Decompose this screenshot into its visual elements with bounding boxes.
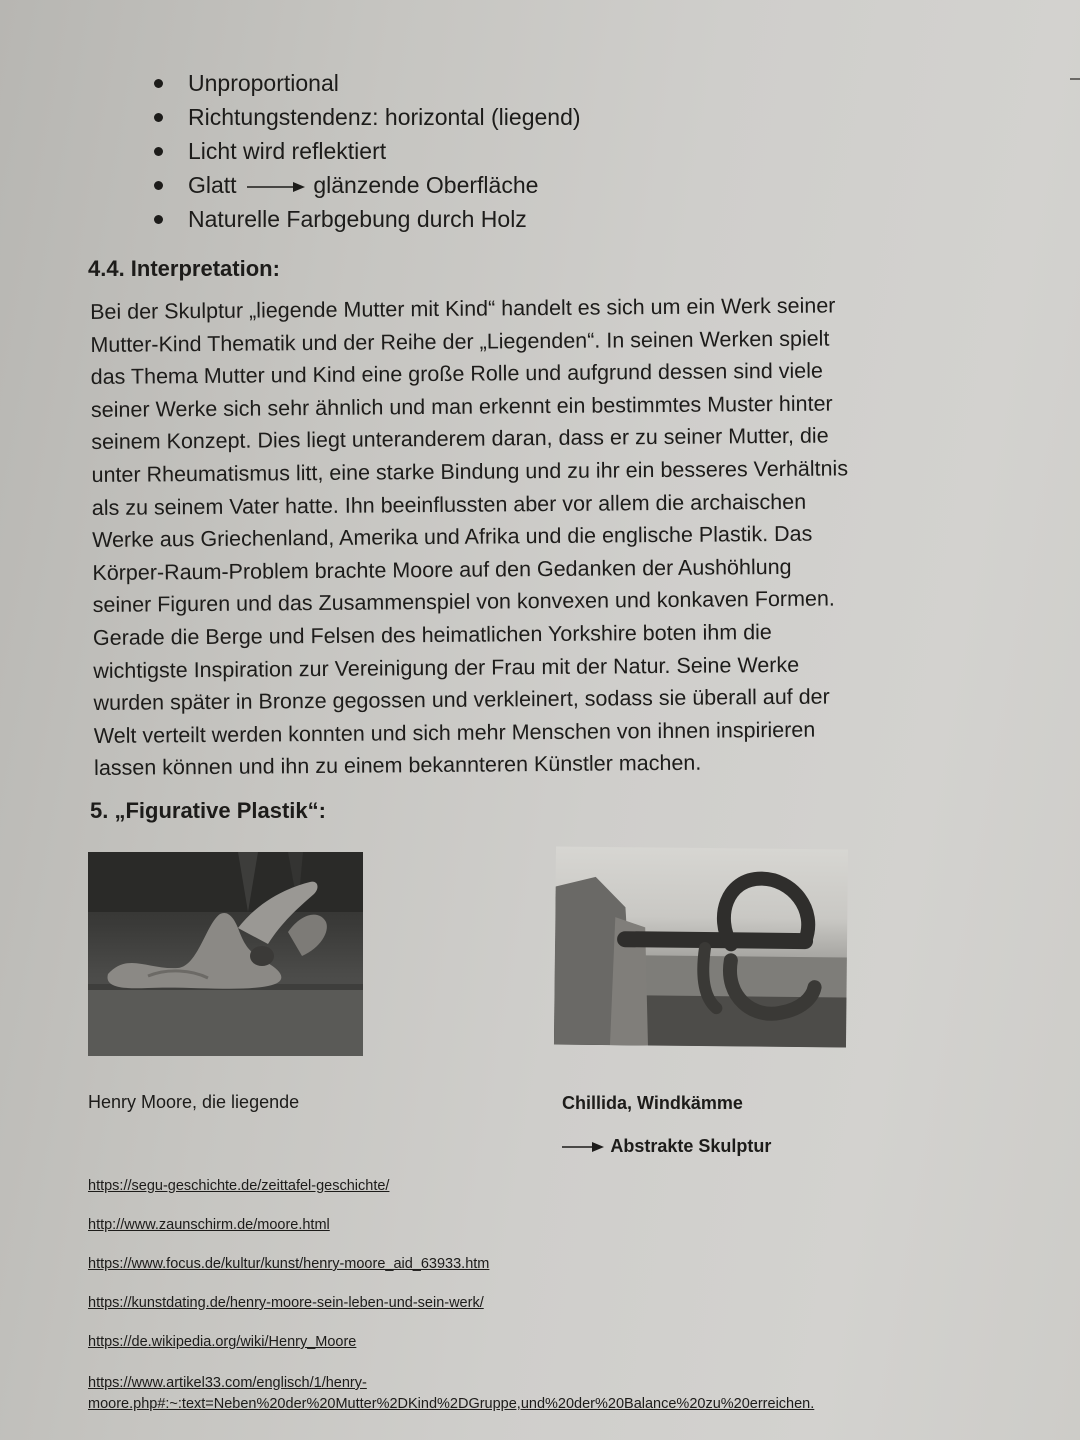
paragraph-line: wichtigste Inspiration zur Vereinigung der Frau mit der Natur. Seine Werke bbox=[93, 652, 800, 683]
interpretation-paragraph bbox=[90, 288, 974, 785]
paragraph-line: Werke aus Griechenland, Amerika und Afrika und die englische Plastik. Das bbox=[92, 521, 813, 553]
bullet-item: Licht wird reflektiert bbox=[150, 134, 581, 168]
paragraph-line: Bei der Skulptur „liegende Mutter mit Kind“ handelt es sich um ein Werk seiner bbox=[90, 293, 836, 324]
paragraph-line: seiner Figuren und das Zusammenspiel von konvexen und konkaven Formen. bbox=[92, 586, 835, 618]
bullet-item bbox=[150, 168, 581, 202]
source-link[interactable]: http://www.zaunschirm.de/moore.html bbox=[88, 1217, 330, 1233]
source-link[interactable]: https://www.focus.de/kultur/kunst/henry-moore_aid_63933.htm bbox=[88, 1256, 490, 1272]
figurative-plastik-heading: 5. „Figurative Plastik“: bbox=[90, 798, 326, 823]
chillida-windkaemme-photo bbox=[554, 846, 848, 1047]
bullet-item: Unproportional bbox=[150, 66, 581, 100]
bullet-item: Richtungstendenz: horizontal (liegend) bbox=[150, 100, 581, 134]
bullet-glatt-text: Glatt bbox=[188, 172, 237, 198]
source-link[interactable]: https://www.artikel33.com/englisch/1/henry-moore.php#:~:text=Neben%20der%20Mutter%2DKind%2DGruppe,und%20der%20Balance%20zu%20erreichen. bbox=[88, 1375, 815, 1412]
wind-comb-illustration bbox=[554, 846, 848, 1047]
caption-henry-moore: Henry Moore, die liegende bbox=[88, 1092, 300, 1112]
property-bullet-list bbox=[150, 66, 581, 236]
bullet-glatt-result: glänzende Oberfläche bbox=[313, 172, 539, 198]
paragraph-line: seiner Werke sich sehr ähnlich und man erkennt ein bestimmtes Muster hinter bbox=[90, 391, 833, 422]
arrow-right-icon bbox=[562, 1141, 604, 1153]
paragraph-line: seinem Konzept. Dies liegt unteranderem daran, dass er zu seiner Mutter, die bbox=[91, 423, 829, 455]
paragraph-line: lassen können und ihn zu einem bekannteren Künstler machen. bbox=[94, 750, 702, 781]
paragraph-line: Gerade die Berge und Felsen des heimatlichen Yorkshire boten ihm die bbox=[92, 620, 772, 650]
arrow-right-icon bbox=[247, 181, 305, 193]
paragraph-line: das Thema Mutter und Kind eine große Rolle und aufgrund dessen sind viele bbox=[90, 358, 824, 390]
source-link[interactable]: https://de.wikipedia.org/wiki/Henry_Moore bbox=[88, 1334, 357, 1350]
paragraph-line: wurden später in Bronze gegossen und verkleinert, sodass sie überall auf der bbox=[93, 684, 830, 716]
paragraph-line: unter Rheumatismus litt, eine starke Bindung und zu ihr ein besseres Verhältnis bbox=[91, 456, 849, 487]
caption-chillida: Chillida, Windkämme bbox=[562, 1093, 743, 1113]
interpretation-heading: 4.4. Interpretation: bbox=[88, 256, 280, 281]
source-link[interactable]: https://segu-geschichte.de/zeittafel-geschichte/ bbox=[88, 1178, 390, 1194]
bullet-item: Naturelle Farbgebung durch Holz bbox=[150, 202, 581, 236]
paragraph-line: Mutter-Kind Thematik und der Reihe der „Liegenden“. In seinen Werken spielt bbox=[90, 326, 830, 357]
paragraph-line: als zu seinem Vater hatte. Ihn beeinflussten aber vor allem die archaischen bbox=[91, 489, 807, 520]
paragraph-line: Welt verteilt werden konnten und sich mehr Menschen von ihnen inspirieren bbox=[93, 717, 816, 748]
henry-moore-sculpture-photo bbox=[88, 852, 363, 1056]
source-link-list bbox=[88, 1178, 888, 1415]
paper-edge-mark bbox=[1070, 78, 1080, 80]
paragraph-line: Körper-Raum-Problem brachte Moore auf den Gedanken der Aushöhlung bbox=[92, 554, 792, 585]
caption-abstract bbox=[562, 1136, 771, 1157]
caption-abstract-text: Abstrakte Skulptur bbox=[610, 1136, 772, 1156]
reclining-figure-illustration bbox=[88, 852, 363, 1056]
source-link[interactable]: https://kunstdating.de/henry-moore-sein-leben-und-sein-werk/ bbox=[88, 1295, 484, 1311]
